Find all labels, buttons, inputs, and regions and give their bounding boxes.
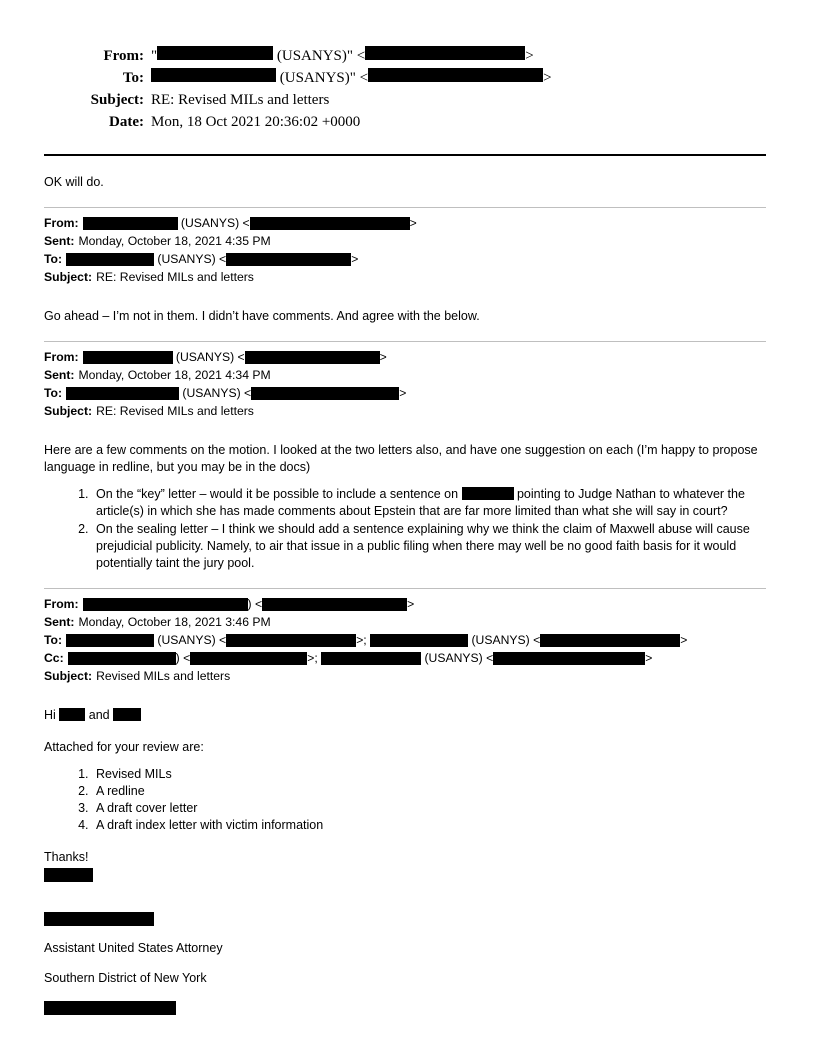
message-paragraph: Here are a few comments on the motion. I looked at the two letters also, and have one suggestion on each (I’m happy to propose language in redline, but you may be in the docs)	[44, 443, 758, 474]
signature-title-1: Assistant United States Attorney	[44, 941, 223, 955]
message-paragraph: Go ahead – I’m not in them. I didn’t have comments. And agree with the below.	[44, 309, 480, 323]
message-sent	[44, 232, 766, 250]
redaction-bar	[226, 253, 351, 266]
header-from-mid: (USANYS)" <	[273, 48, 366, 64]
header-label-subject: Subject:	[90, 92, 144, 108]
spacer	[44, 724, 766, 739]
header-value-subject: RE: Revised MILs and letters	[151, 92, 330, 108]
list-item: 1. Revised MILs	[92, 766, 766, 783]
sent-label: Sent:	[44, 615, 75, 629]
message-sent	[44, 366, 766, 384]
email-body	[44, 174, 766, 1016]
redaction-bar	[44, 1001, 176, 1015]
sent-label: Sent:	[44, 368, 75, 382]
redaction-bar	[66, 387, 179, 400]
list-item-pre: On the “key” letter – would it be possible to include a sentence on	[96, 487, 462, 501]
redaction-bar	[66, 634, 154, 647]
to-label: To:	[44, 386, 63, 400]
redaction-bar	[462, 487, 514, 500]
to-label: To:	[44, 252, 63, 266]
header-label-from: From:	[103, 48, 144, 64]
redaction-bar	[113, 708, 141, 721]
attachments-list	[44, 766, 766, 834]
redaction-bar	[66, 253, 154, 266]
from-end: >	[409, 216, 417, 230]
redaction-bar	[245, 351, 380, 364]
spacer	[44, 834, 766, 849]
redaction-bar	[262, 598, 407, 611]
message-subject	[44, 402, 766, 420]
message-to	[44, 384, 766, 402]
message-from	[44, 348, 766, 366]
message-from	[44, 214, 766, 232]
spacer	[44, 420, 766, 442]
from-label: From:	[44, 350, 79, 364]
cc-label: Cc:	[44, 651, 64, 665]
signature-contact-redacted	[44, 999, 766, 1016]
original-sent	[44, 613, 766, 631]
message-divider	[44, 588, 766, 589]
redaction-bar	[44, 868, 93, 882]
to-end: >	[351, 252, 359, 266]
redaction-bar	[493, 652, 645, 665]
reply-text: OK will do.	[44, 175, 104, 189]
to-label: To:	[44, 633, 63, 647]
redaction-bar	[365, 46, 525, 60]
to-end: >	[680, 633, 688, 647]
redaction-bar	[83, 598, 248, 611]
sent-value: Monday, October 18, 2021 4:34 PM	[78, 368, 271, 382]
from-mid: (USANYS) <	[177, 216, 250, 230]
original-to	[44, 631, 766, 649]
from-mid: (USANYS) <	[172, 350, 245, 364]
spacer	[44, 883, 766, 898]
header-value-from	[151, 46, 534, 66]
to-mid: (USANYS) <	[179, 386, 252, 400]
subject-value: RE: Revised MILs and letters	[96, 404, 254, 418]
redaction-bar	[251, 387, 399, 400]
list-item	[92, 521, 766, 572]
redaction-bar	[151, 68, 276, 82]
greeting-line	[44, 707, 766, 724]
subject-label: Subject:	[44, 270, 93, 284]
redaction-bar	[368, 68, 543, 82]
suggestions-list	[44, 486, 766, 572]
greeting-pre: Hi	[44, 708, 60, 722]
header-value-date: Mon, 18 Oct 2021 20:36:02 +0000	[151, 114, 361, 130]
signature-title-2: Southern District of New York	[44, 970, 207, 985]
sent-value: Monday, October 18, 2021 4:35 PM	[78, 234, 271, 248]
list-item-post: pointing to Judge Nathan to whatever the article(s) in which she has made comments about Epstein that are far more limited than what she will say in court?	[96, 487, 745, 518]
from-end: >	[407, 597, 415, 611]
redaction-bar	[321, 652, 421, 665]
header-divider	[44, 154, 766, 156]
closing-thanks: Thanks!	[44, 850, 89, 864]
greeting-mid: and	[85, 708, 114, 722]
cc-mid-1: ) <	[175, 651, 191, 665]
redaction-bar	[83, 217, 178, 230]
signature-title-redacted	[44, 911, 766, 928]
redaction-bar	[250, 217, 410, 230]
original-subject	[44, 667, 766, 685]
from-label: From:	[44, 597, 79, 611]
list-item: 4. A draft index letter with victim information	[92, 817, 766, 834]
signature-name	[44, 866, 766, 883]
redaction-bar	[540, 634, 680, 647]
to-end: >	[399, 386, 407, 400]
quote-open: "	[151, 48, 158, 64]
header-value-to	[151, 68, 552, 88]
message-subject	[44, 268, 766, 286]
redaction-bar	[44, 912, 154, 926]
list-item-pre: On the sealing letter – I think we should add a sentence explaining why we think the claim of Maxwell abuse will cause prejudicial publicity. Namely, to air that issue in a public filing when there may well be no good faith basis for it would potentially taint the jury pool.	[96, 522, 750, 570]
subject-label: Subject:	[44, 669, 93, 683]
header-to-end: >	[543, 70, 552, 86]
message-divider	[44, 341, 766, 342]
redaction-bar	[68, 652, 176, 665]
list-item	[92, 486, 766, 520]
subject-label: Subject:	[44, 404, 93, 418]
redaction-bar	[83, 351, 173, 364]
header-to-mid: (USANYS)" <	[276, 70, 369, 86]
sent-label: Sent:	[44, 234, 75, 248]
redaction-bar	[226, 634, 356, 647]
message-to	[44, 250, 766, 268]
message-divider	[44, 207, 766, 208]
to-mid-3: (USANYS) <	[468, 633, 541, 647]
cc-mid-2: >;	[307, 651, 322, 665]
sent-value: Monday, October 18, 2021 3:46 PM	[78, 615, 271, 629]
header-row-date	[60, 112, 766, 132]
redaction-bar	[190, 652, 307, 665]
from-label: From:	[44, 216, 79, 230]
from-end: >	[379, 350, 387, 364]
spacer	[44, 286, 766, 308]
list-item: 3. A draft cover letter	[92, 800, 766, 817]
subject-value: RE: Revised MILs and letters	[96, 270, 254, 284]
to-mid: (USANYS) <	[154, 252, 227, 266]
list-item: 2. A redline	[92, 783, 766, 800]
original-from	[44, 595, 766, 613]
header-label-date: Date:	[109, 114, 144, 130]
header-from-end: >	[525, 48, 534, 64]
spacer	[44, 685, 766, 707]
cc-end: >	[645, 651, 653, 665]
cc-mid-3: (USANYS) <	[421, 651, 494, 665]
redaction-bar	[59, 708, 85, 721]
subject-value: Revised MILs and letters	[96, 669, 231, 683]
from-mid: ) <	[247, 597, 263, 611]
header-label-to: To:	[122, 70, 144, 86]
to-mid-2: >;	[356, 633, 371, 647]
redaction-bar	[370, 634, 468, 647]
redaction-bar	[157, 46, 273, 60]
to-mid-1: (USANYS) <	[154, 633, 227, 647]
original-cc	[44, 649, 766, 667]
header-row-from	[60, 46, 766, 66]
header-row-to	[60, 68, 766, 88]
attachments-intro: Attached for your review are:	[44, 740, 204, 754]
email-header	[60, 46, 766, 132]
header-row-subject	[60, 90, 766, 110]
